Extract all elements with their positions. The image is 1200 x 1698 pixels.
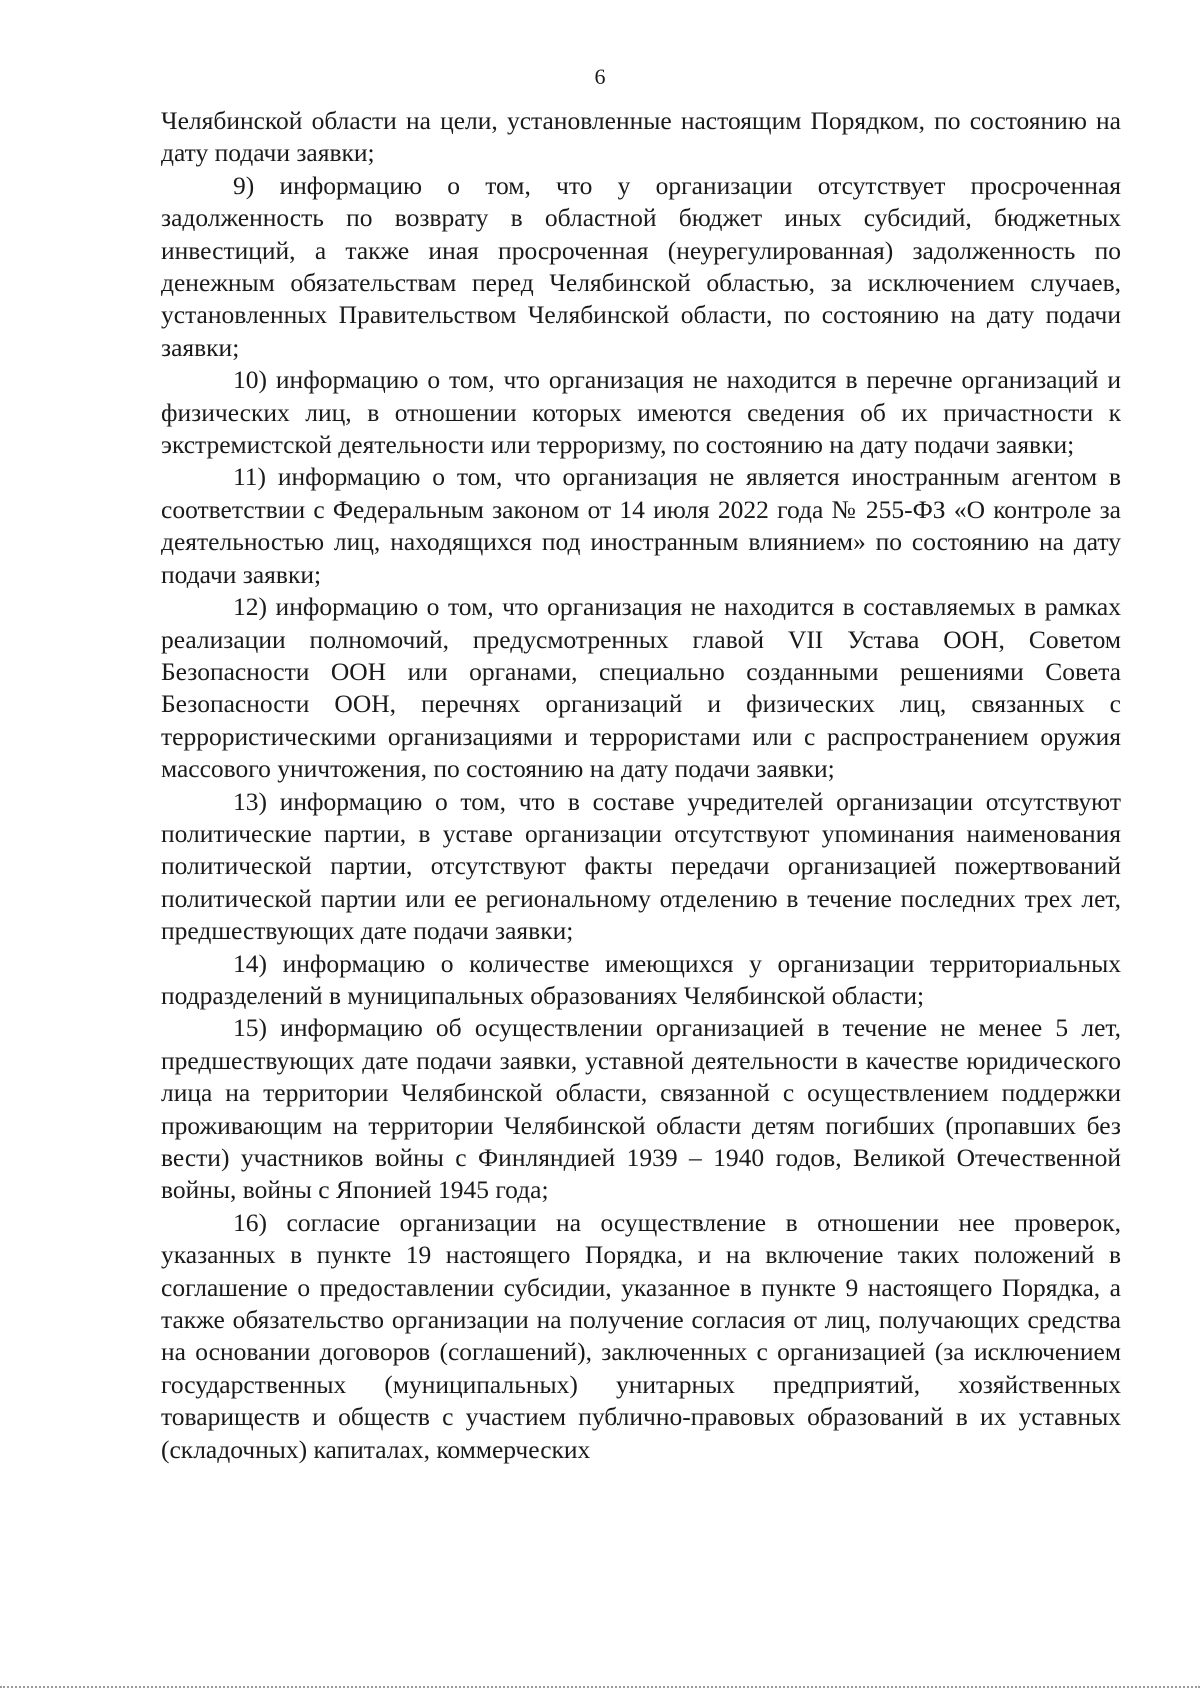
paragraph-item-12: 12) информацию о том, что организация не находится в составляемых в рамках реализации полномочий, предусмотренных главой VII Устава ООН, Советом Безопасности ООН или органами, специально созданными решениями Совета Безопасности ООН, перечнях организаций и физических лиц, связанных с террористическими организациями и террористами или с распространением оружия массового уничтожения, по состоянию на дату подачи заявки;: [161, 592, 1121, 784]
paragraph-continuation: Челябинской области на цели, установленные настоящим Порядком, по состоянию на дату подачи заявки;: [161, 106, 1121, 168]
paragraph-item-10: 10) информацию о том, что организация не находится в перечне организаций и физических лиц, в отношении которых имеются сведения об их причастности к экстремистской деятельности или терроризму, по состоянию на дату подачи заявки;: [161, 365, 1121, 460]
paragraph-item-15: 15) информацию об осуществлении организацией в течение не менее 5 лет, предшествующих дате подачи заявки, уставной деятельности в качестве юридического лица на территории Челябинской области, связанной с осуществлением поддержки проживающим на территории Челябинской области детям погибших (пропавших без вести) участников войны с Финляндией 1939 – 1940 годов, Великой Отечественной войны, войны с Японией 1945 года;: [161, 1013, 1121, 1205]
paragraph-item-9: 9) информацию о том, что у организации отсутствует просроченная задолженность по возврату в областной бюджет иных субсидий, бюджетных инвестиций, а также иная просроченная (неурегулированная) задолженность по денежным обязательствам перед Челябинской областью, за исключением случаев, установленных Правительством Челябинской области, по состоянию на дату подачи заявки;: [161, 170, 1121, 362]
paragraph-item-16: 16) согласие организации на осуществление в отношении нее проверок, указанных в пункте 19 настоящего Порядка, и на включение таких положений в соглашение о предоставлении субсидии, указанное в пункте 9 настоящего Порядка, а также обязательство организации на получение согласия от лиц, получающих средства на основании договоров (соглашений), заключенных с организацией (за исключением государственных (муниципальных) унитарных предприятий, хозяйственных товариществ и обществ с участием публично-правовых образований в их уставных (складочных) капиталах, коммерческих: [161, 1207, 1121, 1464]
paragraph-item-11: 11) информацию о том, что организация не является иностранным агентом в соответствии с Федеральным законом от 14 июля 2022 года № 255-ФЗ «О контроле за деятельностью лиц, находящихся под иностранным влиянием» по состоянию на дату подачи заявки;: [161, 462, 1121, 589]
paragraph-item-14: 14) информацию о количестве имеющихся у организации территориальных подразделений в муниципальных образованиях Челябинской области;: [161, 948, 1121, 1010]
paragraph-item-13: 13) информацию о том, что в составе учредителей организации отсутствуют политические партии, в уставе организации отсутствуют упоминания наименования политической партии, отсутствуют факты передачи организацией пожертвований политической партии или ее региональному отделению в течение последних трех лет, предшествующих дате подачи заявки;: [161, 786, 1121, 946]
document-body: [161, 105, 1121, 1466]
scan-edge-line: [0, 1686, 1200, 1688]
page-number: 6: [594, 64, 606, 89]
